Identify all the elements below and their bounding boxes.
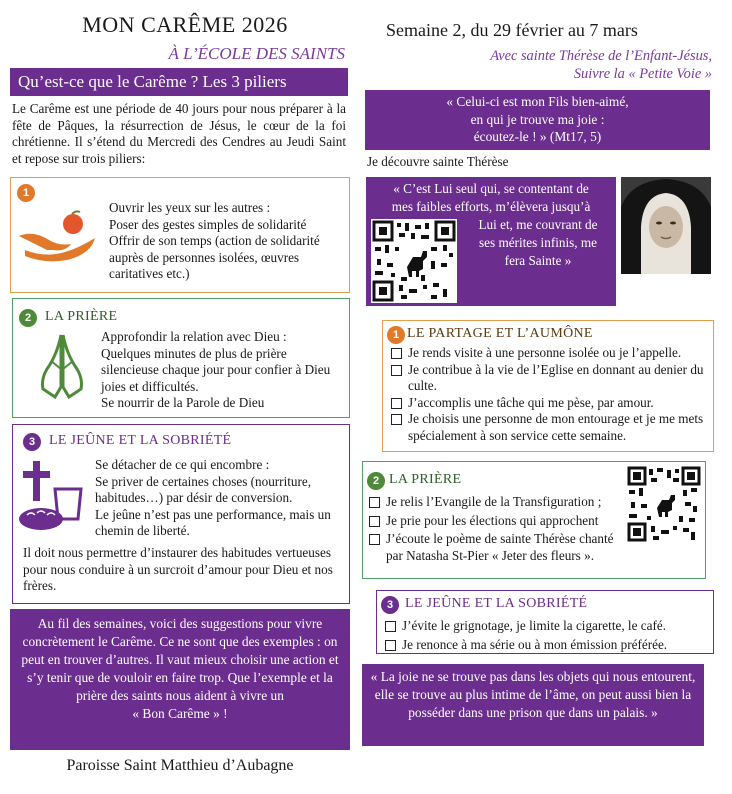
- checklist-item[interactable]: [385, 618, 711, 635]
- week-title: Semaine 2, du 29 février au 7 mars: [386, 20, 638, 40]
- suggestions-text: Au fil des semaines, voici des suggestions pour vivre concrètement le Carême. Ce ne sont que des exemples : on peut en trouver d’autres. Il vaut mieux choisir une action et s’y tenir que de vouloir en faire trop. Que l’exemple et la prière des saints nous aident à vivre un: [21, 616, 339, 703]
- partage-title: LE PARTAGE ET L’AUMÔNE: [407, 326, 593, 341]
- checklist-item[interactable]: [369, 531, 631, 564]
- gospel-quote-line: écoutez-le ! » (Mt17, 5): [473, 129, 602, 144]
- checklist-item-label: Je choisis une personne de mon entourage et je me mets spécialement à son service cette semaine.: [408, 411, 704, 443]
- page-title: MON CARÊME 2026: [82, 12, 288, 37]
- qr-code-therese[interactable]: [371, 219, 457, 303]
- gospel-quote-line: « Celui-ci est mon Fils bien-aimé,: [446, 94, 629, 109]
- checklist-item-label: J’écoute le poème de sainte Thérèse chanté par Natasha St-Pier « Jeter des fleurs ».: [386, 531, 614, 563]
- pillar-3-line: Se détacher de ce qui encombre :: [95, 457, 270, 472]
- checklist-item[interactable]: [385, 637, 711, 654]
- suggestions-highlight: « Bon Carême » !: [132, 706, 228, 721]
- therese-quote-line: « C’est Lui seul qui, se contentant de: [393, 181, 589, 196]
- therese-quote-box: [366, 177, 616, 306]
- priere-number: 2: [367, 472, 385, 490]
- saint-therese-portrait: [621, 177, 711, 274]
- jeune-number: 3: [381, 596, 399, 614]
- discover-label: Je découvre sainte Thérèse: [367, 154, 509, 169]
- jeune-title: LE JEÛNE ET LA SOBRIÉTÉ: [405, 596, 588, 611]
- checklist-item-label: Je contribue à la vie de l’Eglise en donnant au denier du culte.: [408, 361, 704, 394]
- pillar-1-line: Ouvrir les yeux sur les autres :: [109, 200, 271, 215]
- gospel-quote-box: [365, 90, 710, 150]
- intro-text: Le Carême est une période de 40 jours pour nous préparer à la fête de Pâques, la résurrection de Jésus, le cœur de la foi chrétienne. Il s’étend du Mercredi des Cendres au Jeudi Saint et repose sur trois piliers:: [12, 101, 346, 166]
- jeune-list: [385, 618, 711, 653]
- therese-quote-line: mes faibles efforts, m’élèvera jusqu’à: [391, 199, 591, 214]
- checklist-item-label: J’accomplis une tâche qui me pèse, par amour.: [408, 394, 654, 410]
- checklist-item[interactable]: [391, 411, 709, 444]
- intro-banner: Qu’est-ce que le Carême ? Les 3 piliers: [10, 68, 348, 96]
- therese-quote-line: fera Sainte »: [504, 253, 572, 268]
- saint-subtitle-line: Suivre la « Petite Voie »: [573, 66, 712, 82]
- pillar-1-text: [109, 200, 347, 283]
- partage-list: [391, 345, 709, 445]
- checklist-item[interactable]: [391, 345, 709, 362]
- page-subtitle: À L’ÉCOLE DES SAINTS: [168, 44, 345, 63]
- pillar-2-title: LA PRIÈRE: [45, 309, 118, 324]
- pillar-3-text: [95, 457, 347, 540]
- pillar-1-line: Offrir de son temps (action de solidarité auprès de personnes isolées, œuvres caritatives etc.): [109, 233, 320, 282]
- pillar-2-line: Approfondir la relation avec Dieu :: [101, 329, 287, 344]
- pillar-1-box: [10, 177, 350, 293]
- saint-subtitle-line: Avec sainte Thérèse de l’Enfant-Jésus,: [490, 48, 712, 64]
- checklist-item[interactable]: [391, 362, 709, 395]
- pillar-3-number: 3: [23, 433, 41, 451]
- pillar-2-box: [12, 298, 350, 418]
- checklist-item[interactable]: [391, 395, 709, 412]
- parish-footer: Paroisse Saint Matthieu d’Aubagne: [66, 757, 294, 774]
- suggestions-box: [10, 609, 350, 750]
- checklist-item[interactable]: [369, 513, 631, 530]
- priere-box: [362, 461, 706, 579]
- pillar-2-text: [101, 329, 346, 412]
- saint-subtitle: [370, 47, 712, 83]
- therese-quote-top: [370, 180, 612, 216]
- pillar-2-number: 2: [19, 309, 37, 327]
- pillar-3-box: [12, 424, 350, 604]
- pillar-3-line: Le jeûne n’est pas une performance, mais un chemin de liberté.: [95, 506, 331, 539]
- pillar-2-line: Quelques minutes de plus de prière silencieuse chaque jour pour confier à Dieu joies et difficultés.: [101, 345, 331, 394]
- therese-quote-line: Lui et, me couvrant de: [478, 217, 598, 232]
- pillar-2-line: Se nourrir de la Parole de Dieu: [101, 395, 265, 411]
- pillar-3-line: Se priver de certaines choses (nourriture, habitudes…) par désir de conversion.: [95, 473, 312, 506]
- pillar-3-extra: Il doit nous permettre d’instaurer des habitudes vertueuses pour nous conduire à un surcroit d’amour pour Dieu et nos frères.: [23, 545, 333, 594]
- praying-hands-icon: [35, 331, 89, 401]
- bread-cross-cup-icon: [17, 459, 89, 533]
- partage-box: [382, 320, 714, 452]
- checklist-item-label: Je prie pour les élections qui approchent: [386, 512, 599, 528]
- checklist-item-label: Je relis l’Evangile de la Transfiguration ;: [386, 494, 602, 509]
- partage-number: 1: [387, 326, 405, 344]
- priere-title: LA PRIÈRE: [389, 472, 462, 487]
- checklist-item[interactable]: [369, 494, 631, 511]
- checklist-item-label: J’évite le grignotage, je limite la cigarette, le café.: [402, 618, 666, 633]
- joy-quote-box: « La joie ne se trouve pas dans les objets qui nous entourent, elle se trouve au plus intime de l’âme, on peut aussi bien la posséder dans une prison que dans un palais. »: [362, 664, 704, 746]
- gospel-quote-line: en qui je trouve ma joie :: [470, 111, 605, 127]
- priere-list: [369, 494, 631, 564]
- therese-quote-bottom: [462, 216, 614, 270]
- pillar-1-number: 1: [17, 184, 35, 202]
- checklist-item-label: Je rends visite à une personne isolée ou je l’appelle.: [408, 345, 682, 360]
- sharing-hands-icon: [17, 210, 101, 262]
- pillar-1-line: Poser des gestes simples de solidarité: [109, 216, 307, 232]
- jeune-box: [376, 590, 714, 654]
- therese-quote-line: ses mérites infinis, me: [479, 235, 597, 250]
- pillar-3-title: LE JEÛNE ET LA SOBRIÉTÉ: [49, 433, 232, 448]
- qr-code-poem[interactable]: [627, 466, 701, 542]
- checklist-item-label: Je renonce à ma série ou à mon émission préférée.: [402, 636, 668, 652]
